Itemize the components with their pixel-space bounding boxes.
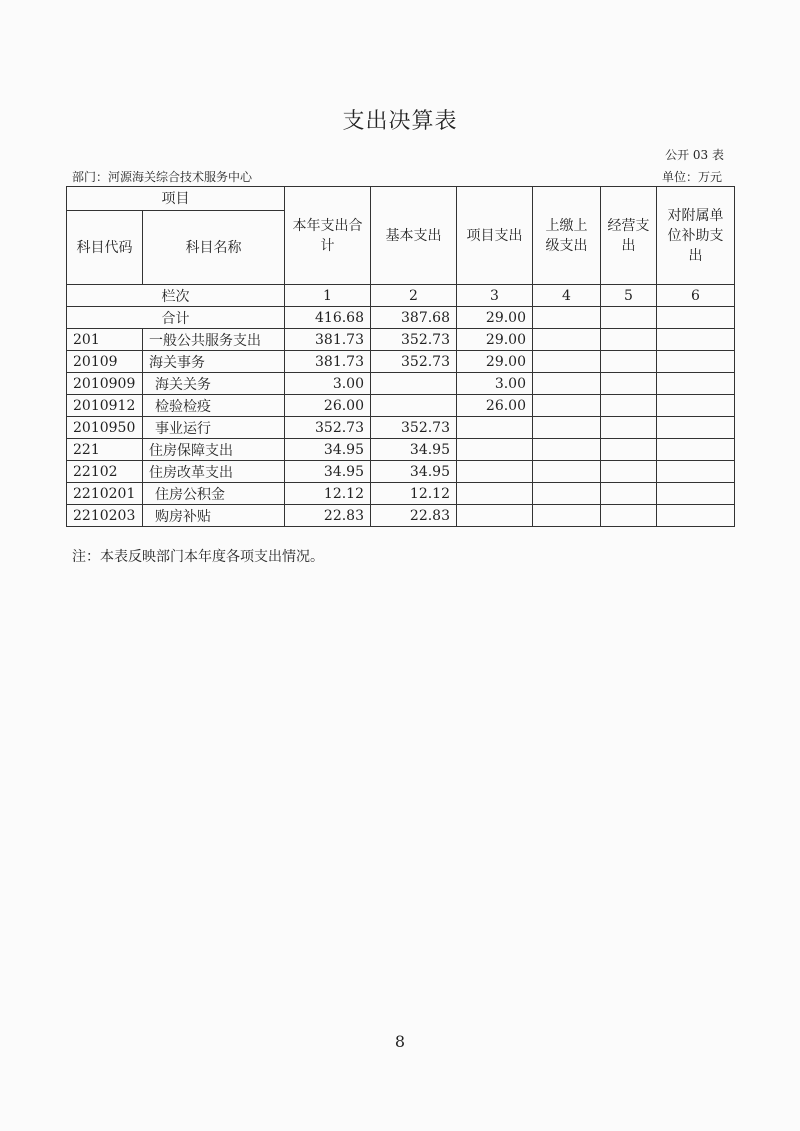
cell-business (601, 307, 657, 329)
cell-basic: 387.68 (371, 307, 457, 329)
header-subsidy: 对附属单位补助支出 (657, 187, 735, 285)
form-number: 公开 03 表 (665, 148, 724, 162)
cell-project: 29.00 (457, 351, 533, 373)
unit-label: 单位：万元 (661, 170, 722, 184)
header-item: 项目 (67, 187, 285, 211)
cell-upper (533, 461, 601, 483)
header-project: 项目支出 (457, 187, 533, 285)
header-upper: 上缴上级支出 (533, 187, 601, 285)
cell-code: 2210201 (67, 483, 143, 505)
cell-business (601, 505, 657, 527)
header-business: 经营支出 (601, 187, 657, 285)
expenditure-table (66, 186, 735, 527)
cell-business (601, 351, 657, 373)
cell-business (601, 461, 657, 483)
cell-code: 2010912 (67, 395, 143, 417)
cell-code: 201 (67, 329, 143, 351)
cell-subsidy (657, 461, 735, 483)
cell-upper (533, 395, 601, 417)
cell-project: 26.00 (457, 395, 533, 417)
cell-upper (533, 329, 601, 351)
table-row (67, 373, 735, 395)
cell-basic: 352.73 (371, 329, 457, 351)
cell-basic (371, 395, 457, 417)
cell-upper (533, 417, 601, 439)
cell-total: 352.73 (285, 417, 371, 439)
cell-subsidy (657, 351, 735, 373)
cell-subsidy (657, 439, 735, 461)
col-index: 1 (285, 285, 371, 307)
cell-project (457, 417, 533, 439)
cell-business (601, 417, 657, 439)
table-row (67, 461, 735, 483)
cell-subsidy (657, 329, 735, 351)
cell-total: 381.73 (285, 351, 371, 373)
header-name: 科目名称 (143, 211, 285, 285)
table-row (67, 505, 735, 527)
col-index: 2 (371, 285, 457, 307)
cell-total: 12.12 (285, 483, 371, 505)
cell-project: 3.00 (457, 373, 533, 395)
table-row (67, 351, 735, 373)
cell-basic: 22.83 (371, 505, 457, 527)
cell-project: 29.00 (457, 329, 533, 351)
cell-subsidy (657, 307, 735, 329)
cell-project (457, 505, 533, 527)
total-row (67, 307, 735, 329)
cell-business (601, 439, 657, 461)
cell-code: 20109 (67, 351, 143, 373)
cell-total: 3.00 (285, 373, 371, 395)
cell-name: 事业运行 (143, 417, 285, 439)
cell-total: 416.68 (285, 307, 371, 329)
cell-name: 住房改革支出 (143, 461, 285, 483)
cell-upper (533, 439, 601, 461)
table-row (67, 329, 735, 351)
cell-upper (533, 373, 601, 395)
cell-subsidy (657, 417, 735, 439)
cell-total: 34.95 (285, 439, 371, 461)
table-row (67, 395, 735, 417)
cell-subsidy (657, 505, 735, 527)
cell-total: 26.00 (285, 395, 371, 417)
cell-business (601, 483, 657, 505)
cell-total: 22.83 (285, 505, 371, 527)
page-number: 8 (394, 1032, 406, 1051)
cell-business (601, 395, 657, 417)
cell-basic (371, 373, 457, 395)
cell-project: 29.00 (457, 307, 533, 329)
cell-name: 一般公共服务支出 (143, 329, 285, 351)
cell-basic: 352.73 (371, 351, 457, 373)
cell-code: 22102 (67, 461, 143, 483)
header-total: 本年支出合计 (285, 187, 371, 285)
cell-upper (533, 505, 601, 527)
cell-total: 34.95 (285, 461, 371, 483)
table-row (67, 439, 735, 461)
cell-basic: 12.12 (371, 483, 457, 505)
cell-code: 2010909 (67, 373, 143, 395)
col-index: 3 (457, 285, 533, 307)
col-index: 4 (533, 285, 601, 307)
cell-total: 381.73 (285, 329, 371, 351)
cell-code: 2210203 (67, 505, 143, 527)
cell-project (457, 483, 533, 505)
department-label: 部门：河源海关综合技术服务中心 (72, 170, 253, 184)
cell-name: 检验检疫 (143, 395, 285, 417)
cell-business (601, 329, 657, 351)
cell-subsidy (657, 395, 735, 417)
cell-subsidy (657, 483, 735, 505)
page-title: 支出决算表 (342, 109, 458, 134)
cell-name: 海关关务 (143, 373, 285, 395)
cell-basic: 34.95 (371, 439, 457, 461)
header-basic: 基本支出 (371, 187, 457, 285)
row-index-label: 栏次 (67, 285, 285, 307)
col-index: 5 (601, 285, 657, 307)
cell-upper (533, 351, 601, 373)
cell-code: 2010950 (67, 417, 143, 439)
total-label: 合计 (67, 307, 285, 329)
table-row (67, 483, 735, 505)
table-row (67, 417, 735, 439)
cell-name: 购房补贴 (143, 505, 285, 527)
cell-code: 221 (67, 439, 143, 461)
header-code: 科目代码 (67, 211, 143, 285)
col-index: 6 (657, 285, 735, 307)
cell-name: 海关事务 (143, 351, 285, 373)
cell-name: 住房保障支出 (143, 439, 285, 461)
cell-name: 住房公积金 (143, 483, 285, 505)
cell-basic: 352.73 (371, 417, 457, 439)
cell-project (457, 439, 533, 461)
cell-upper (533, 307, 601, 329)
cell-basic: 34.95 (371, 461, 457, 483)
cell-project (457, 461, 533, 483)
cell-subsidy (657, 373, 735, 395)
cell-upper (533, 483, 601, 505)
table-note: 注：本表反映部门本年度各项支出情况。 (72, 549, 324, 565)
cell-business (601, 373, 657, 395)
